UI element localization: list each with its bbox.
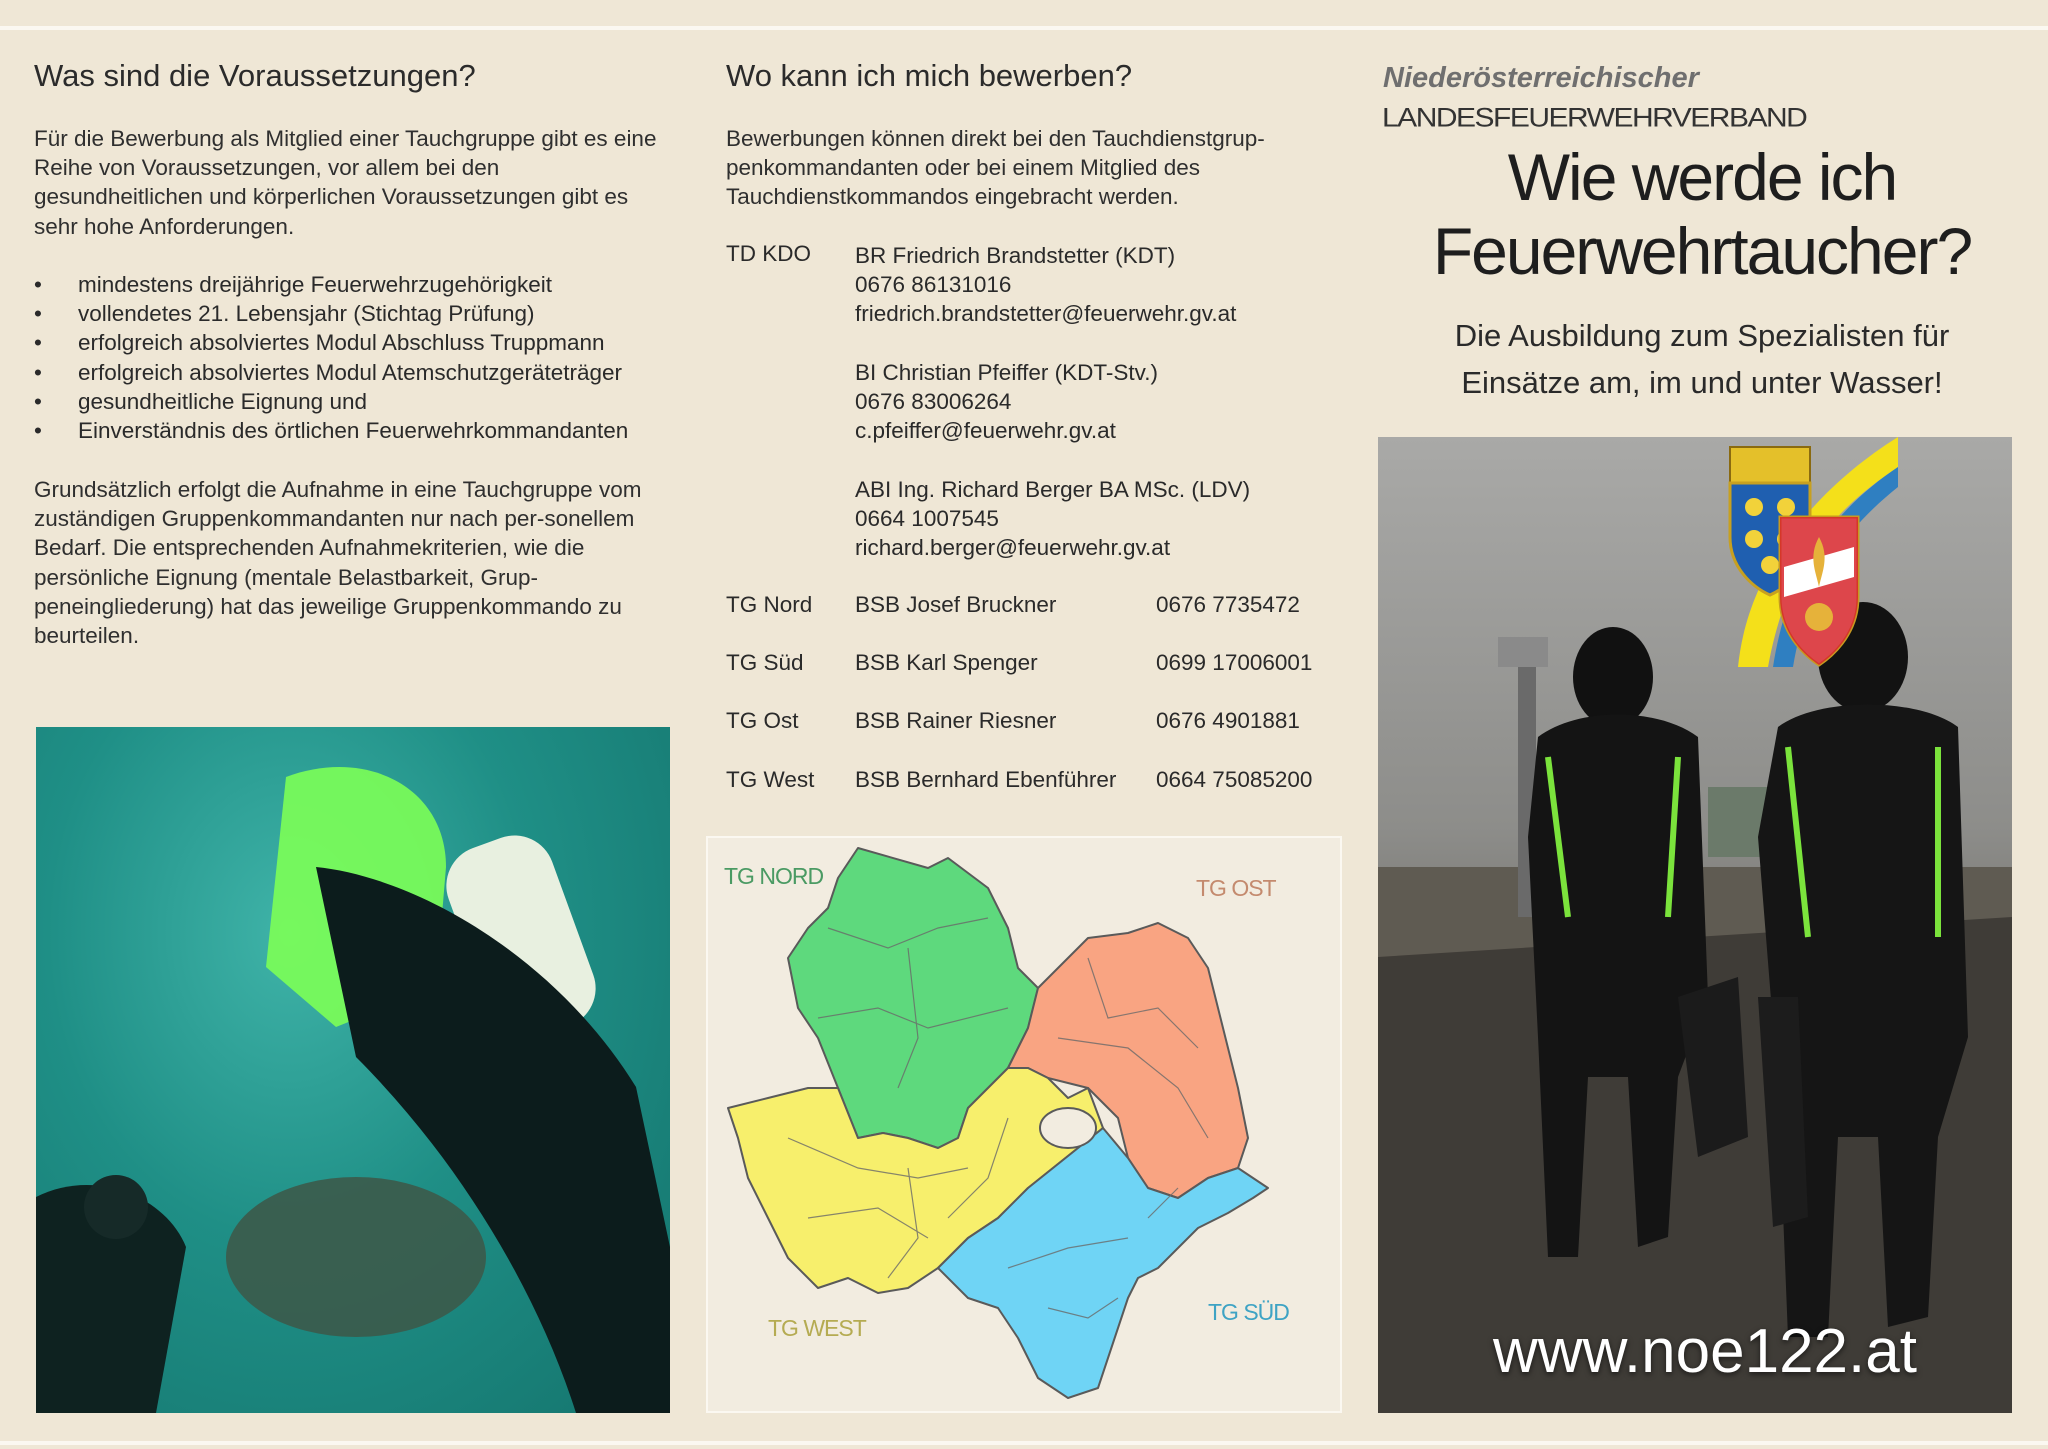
group-label: TG West	[726, 767, 815, 792]
vienna-enclave	[1040, 1108, 1096, 1148]
main-subtitle	[1382, 312, 2022, 406]
application-intro: Bewerbungen können direkt bei den Tauchdienstgrup-penkommandanten oder bei einem Mitglied des Tauchdienstkommandos eingebracht werden.	[726, 126, 1265, 210]
subtitle-line-1: Die Ausbildung zum Spezialisten für	[1454, 318, 1950, 353]
list-item: • Einverständnis des örtlichen Feuerwehrkommandanten	[34, 416, 628, 445]
list-item: • erfolgreich absolviertes Modul Abschluss Truppmann	[34, 328, 628, 357]
list-item: • vollendetes 21. Lebensjahr (Stichtag Prüfung)	[34, 299, 628, 328]
td-contact-3	[855, 475, 1250, 563]
requirements-outro: Grundsätzlich erfolgt die Aufnahme in eine Tauchgruppe vom zuständigen Gruppenkommandanten nur nach per-sonellem Bedarf. Die entsprechenden Aufnahmekriterien, wie die persönliche Eignung (mentale Belastbarkeit, Grup-peneingliederung) hat das jeweilige Gruppenkommando zu beurteilen.	[34, 477, 642, 649]
list-item: • erfolgreich absolviertes Modul Atemschutzgeräteträger	[34, 358, 628, 387]
group-phone: 0676 7735472	[1156, 592, 1300, 617]
map-label-nord: TG NORD	[724, 863, 824, 889]
group-phone: 0699 17006001	[1156, 650, 1313, 675]
contact-email[interactable]: richard.berger@feuerwehr.gv.at	[855, 535, 1171, 561]
association-name: Niederösterreichischer	[1383, 62, 1699, 94]
requirements-list	[34, 270, 628, 445]
top-rule	[0, 26, 2048, 30]
group-leader: BSB Bernhard Ebenführer	[855, 767, 1117, 792]
contact-email[interactable]: friedrich.brandstetter@feuerwehr.gv.at	[855, 301, 1237, 327]
td-contact-2	[855, 358, 1158, 446]
subtitle-line-2: Einsätze am, im und unter Wasser!	[1461, 365, 1943, 400]
association-subtitle: LANDESFEUERWEHRVERBAND	[1382, 103, 1807, 133]
contact-phone: 0664 1007545	[855, 506, 999, 532]
group-label: TG Ost	[726, 708, 799, 733]
map-label-sued: TG SÜD	[1208, 1299, 1289, 1325]
title-line-1: Wie werde ich	[1507, 140, 1897, 214]
group-label: TG Nord	[726, 592, 813, 617]
contact-email[interactable]: c.pfeiffer@feuerwehr.gv.at	[855, 418, 1116, 444]
bottom-rule	[0, 1441, 2048, 1445]
region-map	[706, 836, 1342, 1413]
requirements-intro: Für die Bewerbung als Mitglied einer Tauchgruppe gibt es eine Reihe von Voraussetzungen, vor allem bei den gesundheitlichen und körperlichen Voraussetzungen gibt es sehr hohe Anforderungen.	[34, 126, 657, 239]
group-leader: BSB Rainer Riesner	[855, 708, 1057, 733]
td-contact-1	[855, 241, 1236, 329]
website-link[interactable]: www.noe122.at	[1493, 1317, 1917, 1386]
application-heading: Wo kann ich mich bewerben?	[726, 58, 1133, 93]
map-label-west: TG WEST	[768, 1315, 866, 1341]
requirements-heading: Was sind die Voraussetzungen?	[34, 58, 476, 93]
map-label-ost: TG OST	[1196, 875, 1276, 901]
contact-phone: 0676 83006264	[855, 389, 1012, 415]
title-line-2: Feuerwehrtaucher?	[1432, 214, 1972, 288]
group-leader: BSB Josef Bruckner	[855, 592, 1057, 617]
group-leader: BSB Karl Spenger	[855, 650, 1038, 675]
contact-name: BI Christian Pfeiffer (KDT-Stv.)	[855, 360, 1158, 385]
underwater-diver-photo	[36, 727, 670, 1413]
list-item: • mindestens dreijährige Feuerwehrzugehörigkeit	[34, 270, 628, 299]
contact-name: BR Friedrich Brandstetter (KDT)	[855, 243, 1176, 268]
group-phone: 0664 75085200	[1156, 767, 1313, 792]
contact-name: ABI Ing. Richard Berger BA MSc. (LDV)	[855, 477, 1251, 502]
main-title	[1382, 140, 2022, 288]
td-kdo-label: TD KDO	[726, 241, 812, 266]
divers-photo	[1378, 437, 2012, 1413]
coat-of-arms-icon	[1708, 437, 1898, 667]
group-phone: 0676 4901881	[1156, 708, 1300, 733]
list-item: • gesundheitliche Eignung und	[34, 387, 628, 416]
contact-phone: 0676 86131016	[855, 272, 1012, 298]
group-label: TG Süd	[726, 650, 804, 675]
